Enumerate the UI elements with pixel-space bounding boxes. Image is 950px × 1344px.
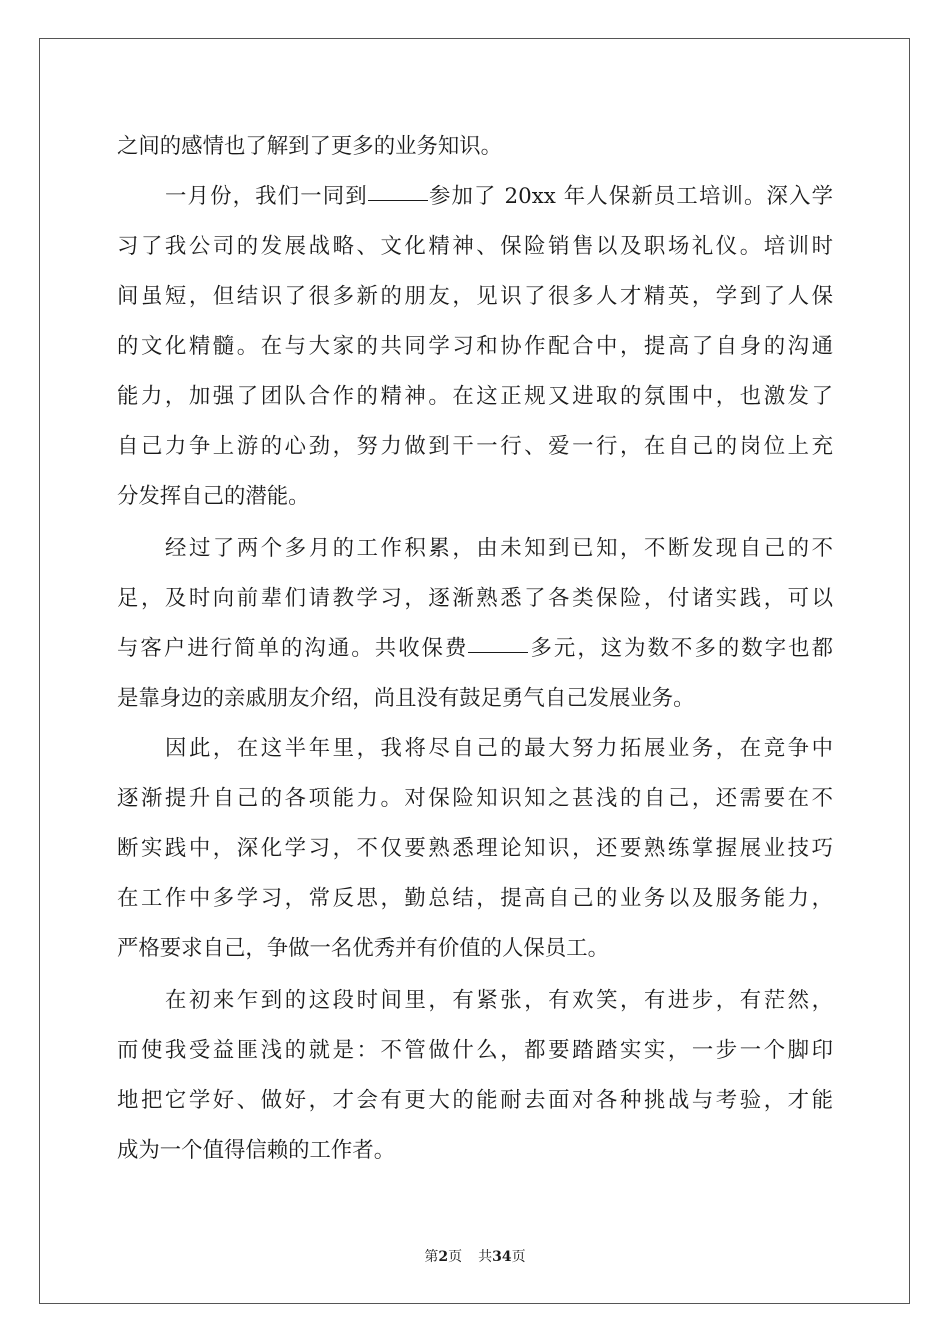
text-line: 足，及时向前辈们请教学习，逐渐熟悉了各类保险，付诸实践，可以 [117, 586, 833, 611]
text-line: 在初来乍到的这段时间里，有紧张，有欢笑，有进步，有茫然， [165, 988, 833, 1013]
text-line: 断实践中，深化学习，不仅要熟悉理论知识，还要熟练掌握展业技巧 [117, 836, 833, 861]
footer-page-unit: 页 [448, 1249, 463, 1265]
total-page-count: 34 [492, 1249, 512, 1265]
text-line: 的文化精髓。在与大家的共同学习和协作配合中，提高了自身的沟通 [117, 334, 833, 359]
text-line: 分发挥自己的潜能。 [117, 484, 310, 509]
text-line: 严格要求自己，争做一名优秀并有价值的人保员工。 [117, 936, 609, 961]
text-line: 习了我公司的发展战略、文化精神、保险销售以及职场礼仪。培训时 [117, 234, 833, 259]
fill-in-blank [468, 630, 528, 653]
page-footer [0, 1248, 950, 1266]
text-line: 能力，加强了团队合作的精神。在这正规又进取的氛围中，也激发了 [117, 384, 833, 409]
footer-total-unit: 页 [511, 1249, 526, 1265]
current-page-number: 2 [438, 1249, 449, 1265]
footer-total-prefix: 共 [478, 1249, 493, 1265]
text-line: 间虽短，但结识了很多新的朋友，见识了很多人才精英，学到了人保 [117, 284, 833, 309]
text-segment: 参加了 20xx 年人保新员工培训。深入学 [427, 184, 833, 209]
text-line: 成为一个值得信赖的工作者。 [117, 1138, 396, 1163]
text-line: 经过了两个多月的工作积累，由未知到已知，不断发现自己的不 [165, 536, 833, 561]
text-line: 而使我受益匪浅的就是：不管做什么，都要踏踏实实，一步一个脚印 [117, 1038, 833, 1063]
text-line: 自己力争上游的心劲，努力做到干一行、爱一行，在自己的岗位上充 [117, 434, 833, 459]
text-line: 之间的感情也了解到了更多的业务知识。 [117, 134, 503, 159]
text-segment: 与客户进行简单的沟通。共收保费 [117, 636, 469, 661]
text-line: 因此，在这半年里，我将尽自己的最大努力拓展业务，在竞争中 [165, 736, 833, 761]
text-line: 逐渐提升自己的各项能力。对保险知识知之甚浅的自己，还需要在不 [117, 786, 833, 811]
text-line: 地把它学好、做好，才会有更大的能耐去面对各种挑战与考验，才能 [117, 1088, 833, 1113]
text-segment: 一月份，我们一同到 [165, 184, 368, 209]
text-segment: 多元，这为数不多的数字也都 [528, 636, 833, 661]
text-line-with-blank [165, 177, 833, 217]
fill-in-blank [368, 178, 428, 201]
text-line-with-blank [117, 629, 833, 669]
text-line: 在工作中多学习，常反思，勤总结，提高自己的业务以及服务能力， [117, 886, 833, 911]
footer-prefix: 第 [424, 1249, 439, 1265]
text-line: 是靠身边的亲戚朋友介绍，尚且没有鼓足勇气自己发展业务。 [117, 686, 695, 711]
